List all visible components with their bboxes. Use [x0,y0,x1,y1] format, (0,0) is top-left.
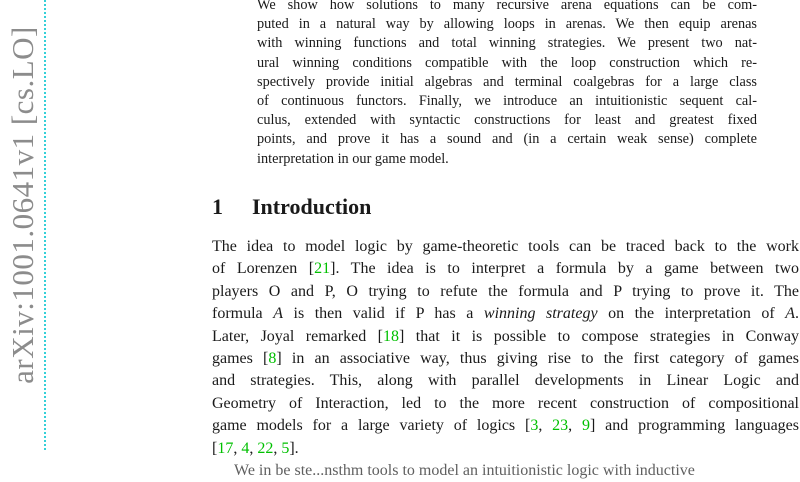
abstract-line: culus, extended with syntactic constructions for least and greatest fixed [257,112,757,129]
body-line: Geometry of Interaction, led to the more recent construction of compositional [212,394,799,412]
body-line: players O and P, O trying to refute the formula and P trying to prove it. The [212,282,799,300]
abstract-line: puted in a natural way by allowing loops in arenas. We then equip arenas [257,16,757,33]
abstract-line: ural winning conditions compatible with the loop construction which re- [257,54,757,71]
body-line: of Lorenzen [21]. The idea is to interpret a formula by a game between two [212,260,800,278]
body-line: [17, 4, 22, 5]. [212,439,299,457]
citation-link[interactable]: 8 [268,350,277,368]
citation-link[interactable]: 22 [257,439,274,457]
citation-link[interactable]: 17 [217,439,234,457]
body-line: games [8] in an associative way, thus giving rise to the first category of games [212,350,799,368]
body-line: Later, Joyal remarked [18] that it is possible to compose strategies in Conway [212,327,799,345]
introduction-body [212,236,799,482]
abstract-line: interpretation in our game model. [257,150,449,167]
citation-link[interactable]: 18 [383,327,399,345]
abstract-line: points, and prove it has a sound and (in a certain weak sense) complete [257,131,757,148]
body-line: and strategies. This, along with parallel developments in Linear Logic and [212,372,799,390]
body-line: The idea to model logic by game-theoretic tools can be traced back to the work [212,238,799,255]
body-line-cut: We in be ste...nsthm tools to model an intuitionistic logic with inductive [234,462,695,480]
abstract [257,0,757,169]
abstract-line: spectively provide initial algebras and terminal coalgebras for a large class [257,73,757,90]
section-heading [212,194,371,220]
abstract-line: with winning functions and total winning strategies. We present two nat- [257,35,757,52]
citation-link[interactable]: 4 [241,439,250,457]
abstract-line: of continuous functors. Finally, we introduce an intuitionistic sequent cal- [257,93,757,110]
citation-link[interactable]: 23 [552,417,569,435]
body-line: game models for a large variety of logics [3, 23, 9] and programming languages [212,417,800,435]
arxiv-id-stamp [0,0,46,450]
citation-link[interactable]: 3 [530,417,539,435]
body-line: formula A is then valid if P has a winning strategy on the interpretation of A. [212,305,800,323]
citation-link[interactable]: 5 [281,439,290,457]
abstract-line: We show how solutions to many recursive arena equations can be com- [257,0,757,13]
citation-link[interactable]: 9 [582,417,590,435]
citation-link[interactable]: 21 [314,260,331,278]
section-title: Introduction [252,194,372,219]
arxiv-id-text: arXiv:1001.0641v1 [cs.LO] [5,26,40,384]
section-number: 1 [212,194,223,219]
